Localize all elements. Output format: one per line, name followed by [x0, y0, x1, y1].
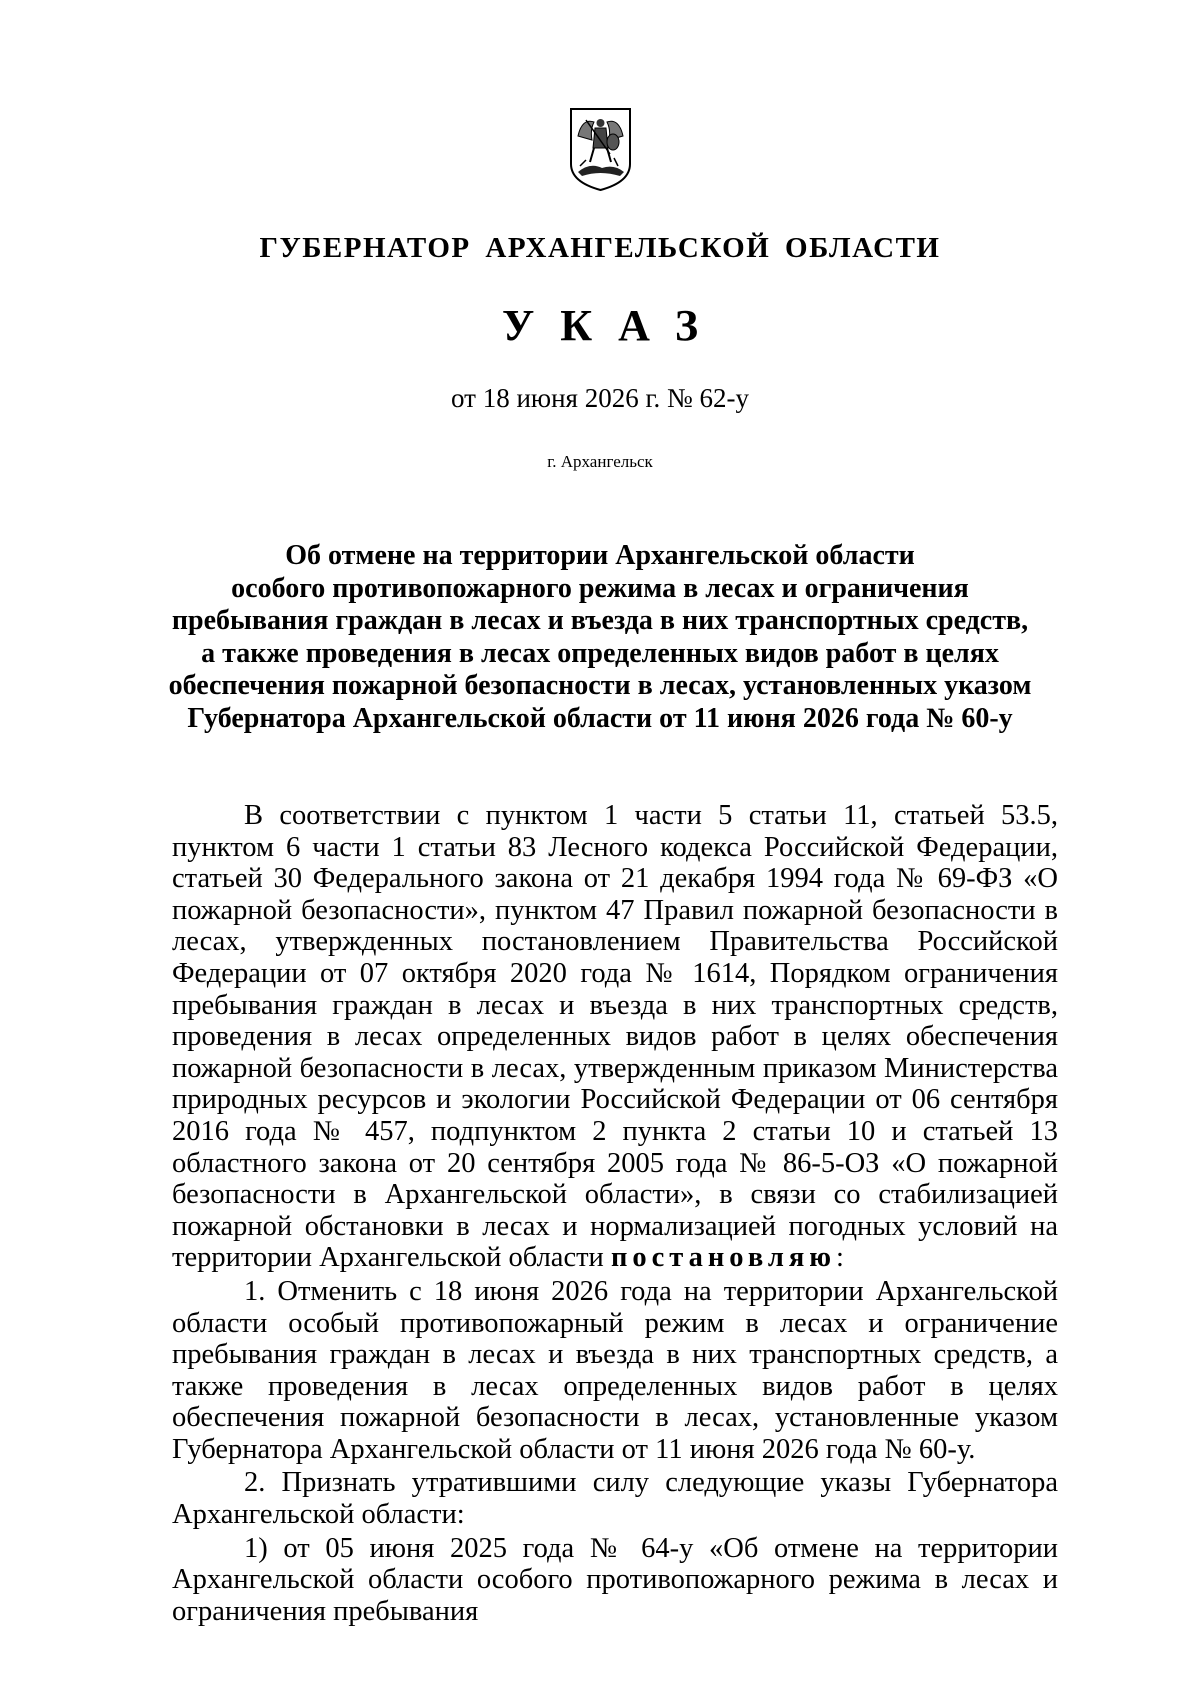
issuing-city: г. Архангельск	[547, 452, 653, 471]
decree-date-number: от 18 июня 2026 г. № 62-у	[451, 383, 749, 413]
preamble-paragraph	[172, 800, 1058, 1274]
decree-word: постановляю	[610, 1242, 837, 1274]
decree-body	[172, 800, 1058, 1627]
item-2-subitem-1-paragraph: 1) от 05 июня 2025 года № 64-у «Об отмене на территории Архангельской области особого противопожарного режима в лесах и ограничения пребывания	[172, 1532, 1058, 1627]
decree-colon: :	[836, 1242, 844, 1274]
title-line: Губернатора Архангельской области от 11 июня 2026 года № 60-у	[187, 702, 1013, 734]
coat-of-arms-icon	[568, 106, 633, 192]
decree-title	[150, 540, 1050, 735]
item-2-paragraph: 2. Признать утратившими силу следующие указы Губернатора Архангельской области:	[172, 1467, 1058, 1531]
title-line: обеспечения пожарной безопасности в лесах, установленных указом	[168, 670, 1032, 701]
title-line: а также проведения в лесах определенных видов работ в целях	[201, 637, 999, 669]
document-type-title: УКАЗ	[501, 301, 725, 350]
title-line: пребывания граждан в лесах и въезда в них транспортных средств,	[171, 605, 1029, 636]
item-1-paragraph: 1. Отменить с 18 июня 2026 года на территории Архангельской области особый противопожарный режим в лесах и ограничение пребывания граждан в лесах и въезда в них транспортных средств, а также проведения в лесах определенных видов работ в целях обеспечения пожарной безопасности в лесах, установленные указом Губернатора Архангельской области от 11 июня 2026 года № 60-у.	[172, 1275, 1058, 1465]
preamble-text: В соответствии с пунктом 1 части 5 статьи 11, статьей 53.5, пунктом 6 части 1 статьи 83 Лесного кодекса Российской Федерации, статьей 30 Федерального закона от 21 декабря 1994 года № 69-ФЗ «О пожарной безопасности», пунктом 47 Правил пожарной безопасности в лесах, утвержденных постановлением Правительства Российской Федерации от 07 октября 2020 года № 1614, Порядком ограничения пребывания граждан в лесах и въезда в них транспортных средств, проведения в лесах определенных видов работ в целях обеспечения пожарной безопасности в лесах, утвержденным приказом Министерства природных ресурсов и экологии Российской Федерации от 06 сентября 2016 года № 457, подпунктом 2 пункта 2 статьи 10 и статьей 13 областного закона от 20 сентября 2005 года № 86-5-ОЗ «О пожарной безопасности в Архангельской области», в связи со стабилизацией пожарной обстановки в лесах и нормализацией погодных условий на территории Архангельской области	[172, 800, 1058, 1274]
title-line: Об отмене на территории Архангельской области	[285, 540, 915, 571]
title-line: особого противопожарного режима в лесах и ограничения	[231, 572, 969, 604]
issuing-authority: ГУБЕРНАТОР АРХАНГЕЛЬСКОЙ ОБЛАСТИ	[259, 232, 941, 264]
